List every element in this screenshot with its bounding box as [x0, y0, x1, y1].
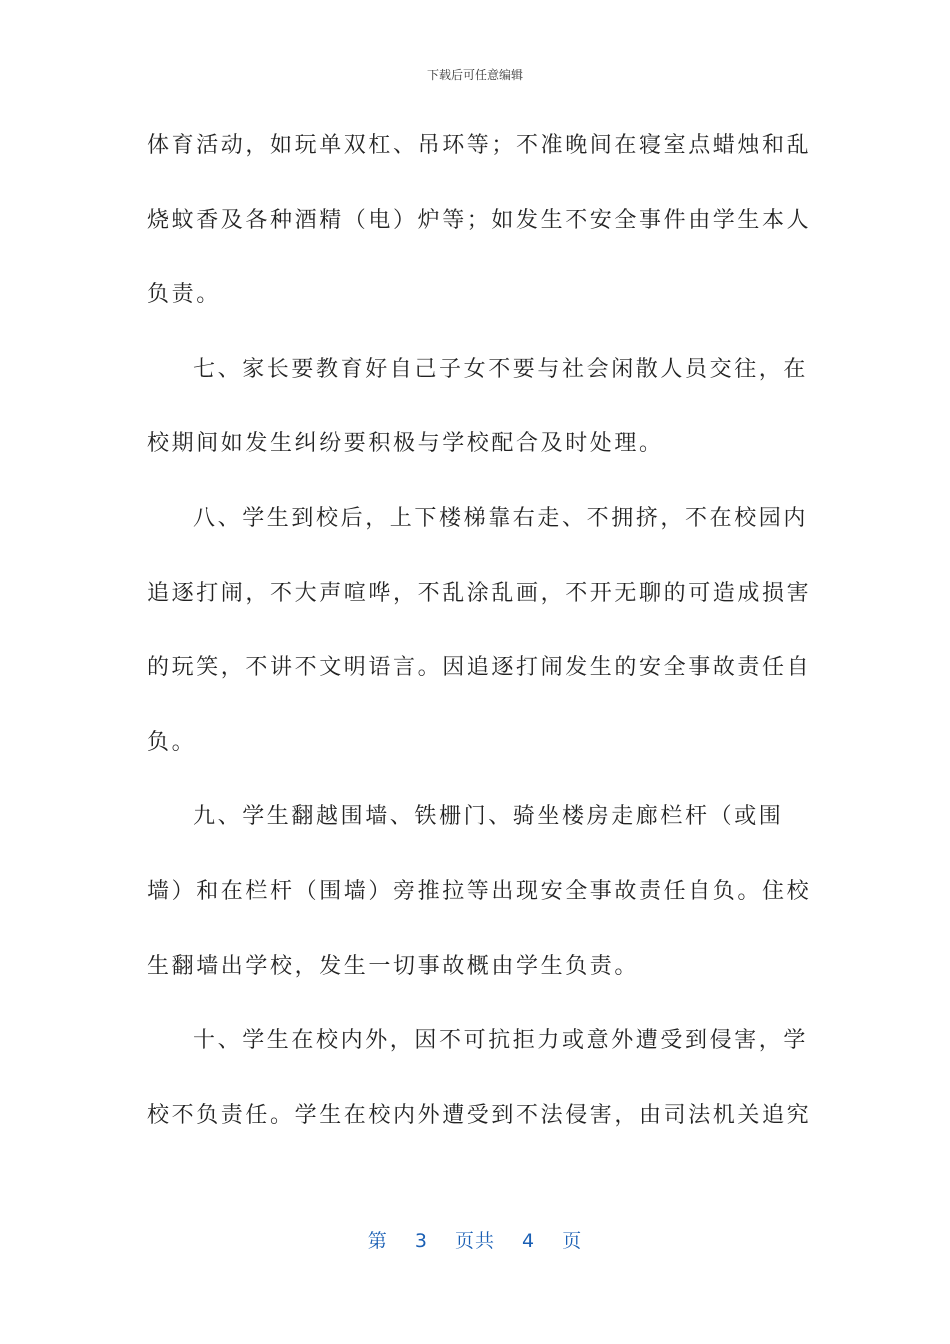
paragraph-start-line: 七、家长要教育好自己子女不要与社会闲散人员交往，在 [193, 356, 809, 382]
body-line: 生翻墙出学校，发生一切事故概由学生负责。 [147, 953, 640, 979]
body-line: 烧蚊香及各种酒精（电）炉等；如发生不安全事件由学生本人 [147, 207, 812, 233]
body-line: 负责。 [147, 282, 221, 308]
header-note: 下载后可任意编辑 [426, 68, 523, 82]
footer-suffix: 页 [562, 1230, 583, 1252]
body-line: 墙）和在栏杆（围墙）旁推拉等出现安全事故责任自负。住校 [147, 878, 812, 904]
paragraph-start-line: 九、学生翻越围墙、铁栅门、骑坐楼房走廊栏杆（或围 [193, 804, 784, 830]
page-footer [0, 1226, 950, 1253]
footer-current-page: 3 [414, 1230, 428, 1252]
body-line: 校不负责任。学生在校内外遭受到不法侵害，由司法机关追究 [147, 1102, 812, 1128]
body-line: 校期间如发生纠纷要积极与学校配合及时处理。 [147, 431, 664, 457]
paragraph-start-line: 十、学生在校内外，因不可抗拒力或意外遭受到侵害，学 [193, 1028, 809, 1054]
body-line: 体育活动，如玩单双杠、吊环等；不准晚间在寝室点蜡烛和乱 [147, 133, 812, 158]
body-line: 负。 [147, 729, 197, 755]
paragraph-start-line: 八、学生到校后，上下楼梯靠右走、不拥挤，不在校园内 [193, 505, 809, 531]
footer-prefix: 第 [367, 1230, 388, 1252]
body-line: 追逐打闹，不大声喧哗，不乱涂乱画，不开无聊的可造成损害 [147, 580, 812, 606]
footer-total-pages: 4 [522, 1230, 536, 1252]
document-body [147, 122, 812, 1166]
footer-middle: 页共 [454, 1230, 495, 1252]
body-line: 的玩笑，不讲不文明语言。因追逐打闹发生的安全事故责任自 [147, 655, 812, 681]
